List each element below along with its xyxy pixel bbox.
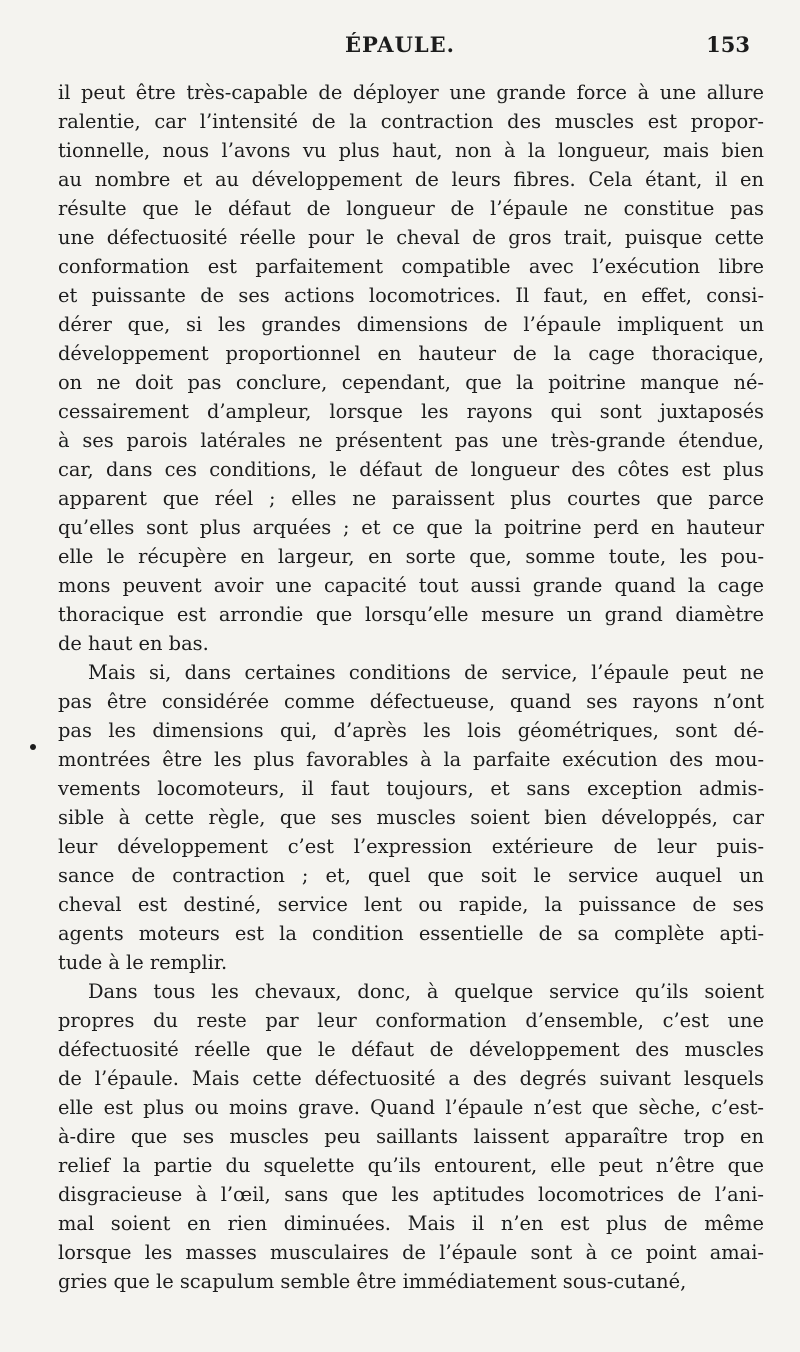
page-number: 153	[706, 32, 750, 57]
text-line: on ne doit pas conclure, cependant, que la poitrine manque né-	[58, 371, 764, 394]
text-line: leur développement c’est l’expression extérieure de leur puis-	[58, 835, 764, 858]
text-line: montrées être les plus favorables à la parfaite exécution des mou-	[58, 748, 764, 771]
text-line: car, dans ces conditions, le défaut de longueur des côtes est plus	[58, 458, 764, 481]
text-line: mal soient en rien diminuées. Mais il n’en est plus de même	[58, 1212, 764, 1235]
text-line: thoracique est arrondie que lorsqu’elle mesure un grand diamètre	[58, 603, 764, 626]
text-line: et puissante de ses actions locomotrices. Il faut, en effet, consi-	[58, 284, 764, 307]
body-text	[58, 78, 764, 1296]
text-line: à ses parois latérales ne présentent pas une très-grande étendue,	[58, 429, 764, 452]
text-line: de l’épaule. Mais cette défectuosité a des degrés suivant lesquels	[58, 1067, 764, 1090]
text-line: gries que le scapulum semble être immédiatement sous-cutané,	[58, 1270, 687, 1293]
text-line: une défectuosité réelle pour le cheval de gros trait, puisque cette	[58, 226, 764, 249]
text-line: cheval est destiné, service lent ou rapide, la puissance de ses	[58, 893, 764, 916]
text-line: pas les dimensions qui, d’après les lois géométriques, sont dé-	[58, 719, 764, 742]
text-line: elle est plus ou moins grave. Quand l’épaule n’est que sèche, c’est-	[58, 1096, 764, 1119]
paragraph	[58, 78, 764, 658]
text-line: mons peuvent avoir une capacité tout aussi grande quand la cage	[58, 574, 764, 597]
text-line: propres du reste par leur conformation d’ensemble, c’est une	[58, 1009, 764, 1032]
paragraph	[58, 658, 764, 977]
text-line: lorsque les masses musculaires de l’épaule sont à ce point amai-	[58, 1241, 764, 1264]
text-line: il peut être très-capable de déployer une grande force à une allure	[58, 81, 764, 104]
text-line: relief la partie du squelette qu’ils entourent, elle peut n’être que	[58, 1154, 764, 1177]
text-line: résulte que le défaut de longueur de l’épaule ne constitue pas	[58, 197, 764, 220]
text-line: défectuosité réelle que le défaut de développement des muscles	[58, 1038, 764, 1061]
text-line: elle le récupère en largeur, en sorte que, somme toute, les pou-	[58, 545, 764, 568]
text-line: pas être considérée comme défectueuse, quand ses rayons n’ont	[58, 690, 764, 713]
text-line: de haut en bas.	[58, 632, 209, 655]
text-line: tude à le remplir.	[58, 951, 228, 974]
margin-mark	[30, 744, 36, 750]
text-line: dérer que, si les grandes dimensions de l’épaule impliquent un	[58, 313, 764, 336]
text-line: au nombre et au développement de leurs fibres. Cela étant, il en	[58, 168, 764, 191]
text-line: disgracieuse à l’œil, sans que les aptitudes locomotrices de l’ani-	[58, 1183, 764, 1206]
page-header	[0, 32, 800, 62]
text-line: cessairement d’ampleur, lorsque les rayons qui sont juxtaposés	[58, 400, 764, 423]
text-line: agents moteurs est la condition essentielle de sa complète apti-	[58, 922, 764, 945]
text-line: sance de contraction ; et, quel que soit le service auquel un	[58, 864, 764, 887]
text-line: Mais si, dans certaines conditions de service, l’épaule peut ne	[88, 661, 764, 684]
text-line: vements locomoteurs, il faut toujours, et sans exception admis-	[58, 777, 764, 800]
text-line: sible à cette règle, que ses muscles soient bien développés, car	[58, 806, 764, 829]
text-line: tionnelle, nous l’avons vu plus haut, non à la longueur, mais bien	[58, 139, 764, 162]
text-line: qu’elles sont plus arquées ; et ce que la poitrine perd en hauteur	[58, 516, 764, 539]
text-line: ralentie, car l’intensité de la contraction des muscles est propor-	[58, 110, 764, 133]
text-line: Dans tous les chevaux, donc, à quelque service qu’ils soient	[88, 980, 764, 1003]
paragraph	[58, 977, 764, 1296]
text-line: à-dire que ses muscles peu saillants laissent apparaître trop en	[58, 1125, 764, 1148]
text-line: apparent que réel ; elles ne paraissent plus courtes que parce	[58, 487, 764, 510]
running-title: ÉPAULE.	[345, 32, 455, 57]
text-line: développement proportionnel en hauteur de la cage thoracique,	[58, 342, 764, 365]
text-line: conformation est parfaitement compatible avec l’exécution libre	[58, 255, 764, 278]
